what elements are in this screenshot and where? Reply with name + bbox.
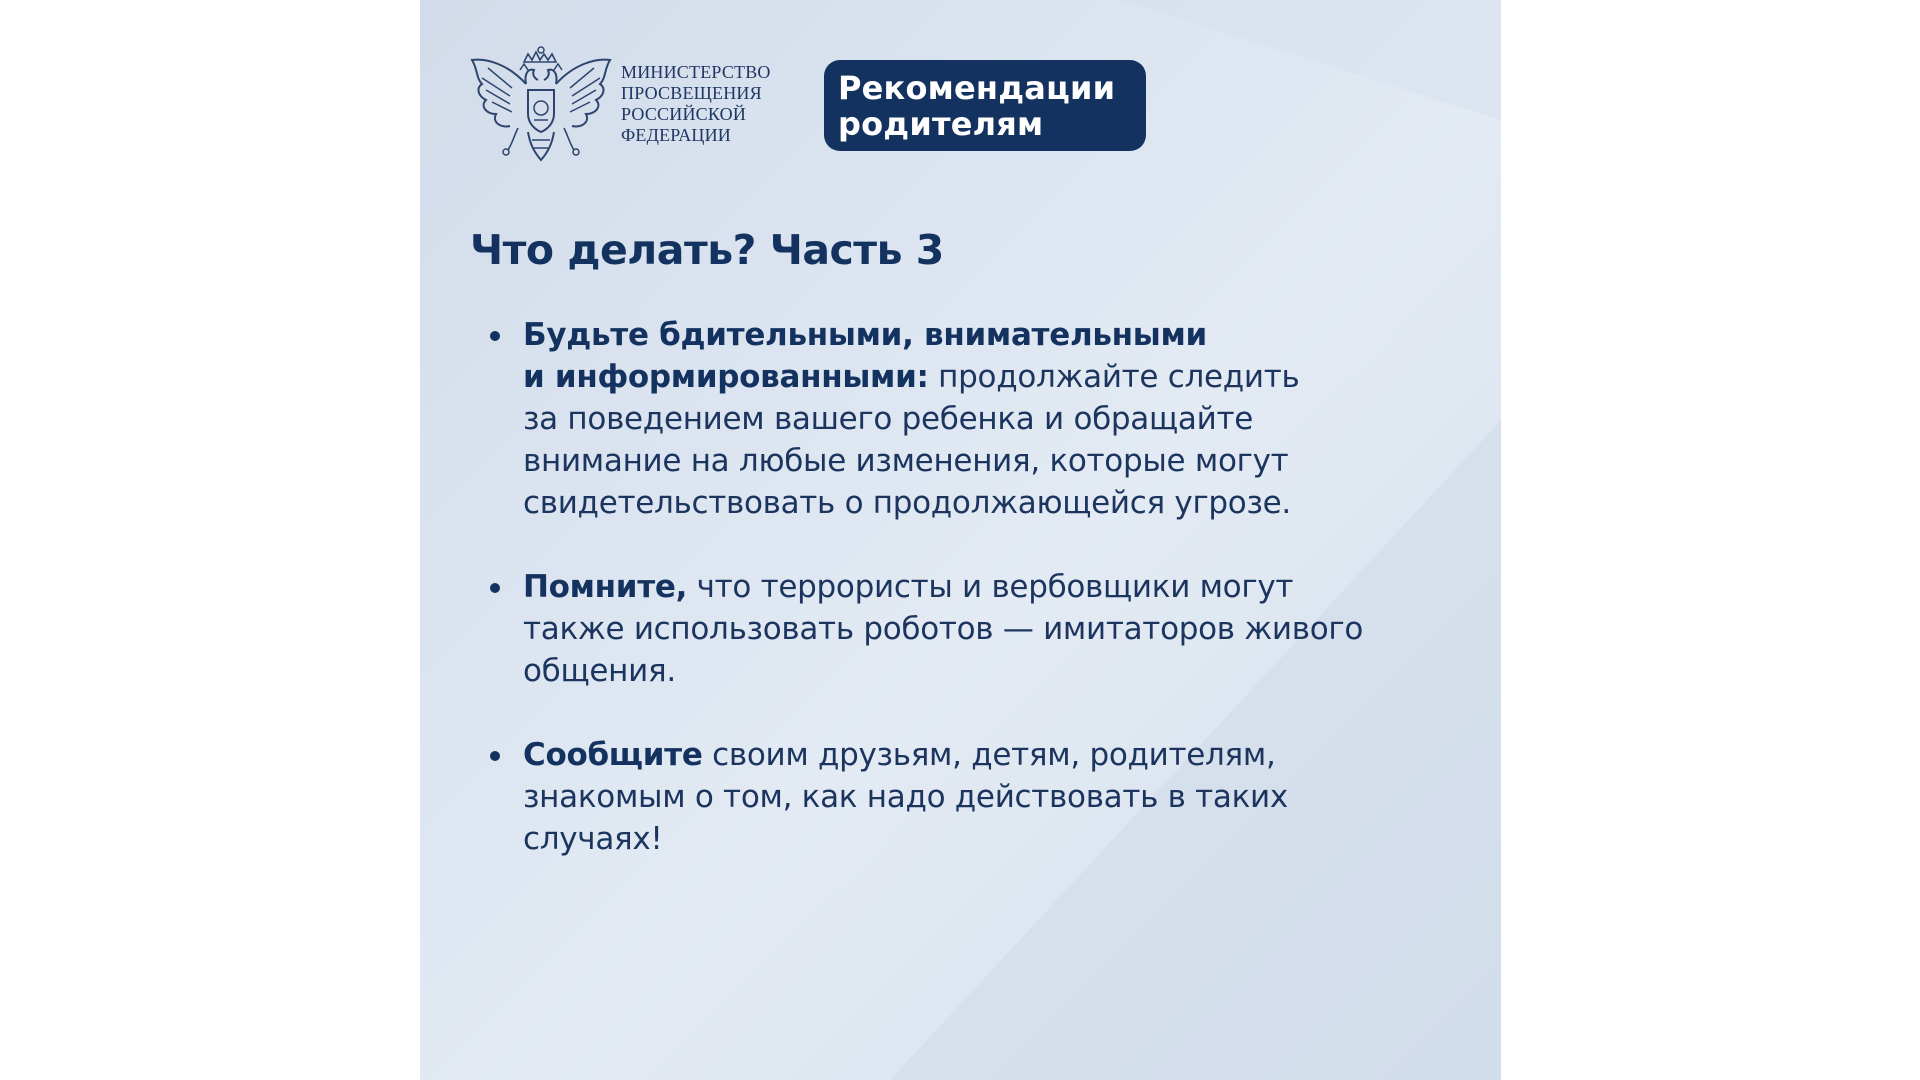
bullet-bold-text: Сообщите (523, 737, 703, 773)
list-item (523, 566, 1363, 692)
page-title: Что делать? Часть 3 (470, 226, 944, 274)
bullet-text: свидетельствовать о продолжающейся угрозе. (523, 485, 1291, 521)
bullet-bold-text: и информированными: (523, 359, 929, 395)
bullet-bold-text: Помните, (523, 569, 688, 605)
section-badge (824, 60, 1146, 151)
bullet-text: внимание на любые изменения, которые могут (523, 443, 1289, 479)
bullet-dot-icon (490, 751, 500, 761)
bullet-text: знакомым о том, как надо действовать в таких (523, 779, 1288, 815)
bullet-text: за поведением вашего ребенка и обращайте (523, 401, 1253, 437)
bullet-text: также использовать роботов — имитаторов живого (523, 611, 1364, 647)
ministry-name-line: РОССИЙСКОЙ (621, 104, 747, 124)
bullet-text: что террористы и вербовщики могут (687, 569, 1294, 605)
recommendation-card (420, 0, 1501, 1080)
bullet-text: продолжайте следить (928, 359, 1300, 395)
ministry-emblem-icon (468, 44, 614, 168)
bullet-bold-text: Будьте бдительными, внимательными (523, 317, 1207, 353)
bullet-text: своим друзьям, детям, родителям, (702, 737, 1276, 773)
list-item (523, 314, 1300, 524)
ministry-name-line: МИНИСТЕРСТВО (621, 62, 771, 82)
ministry-name (621, 62, 771, 146)
bullet-dot-icon (490, 583, 500, 593)
badge-line: родителям (838, 105, 1044, 143)
ministry-name-line: ПРОСВЕЩЕНИЯ (621, 83, 762, 103)
ministry-name-line: ФЕДЕРАЦИИ (621, 125, 731, 145)
bullet-text: общения. (523, 653, 676, 689)
badge-line: Рекомендации (838, 69, 1116, 107)
list-item (523, 734, 1288, 860)
bullet-text: случаях! (523, 821, 663, 857)
bullet-dot-icon (490, 331, 500, 341)
